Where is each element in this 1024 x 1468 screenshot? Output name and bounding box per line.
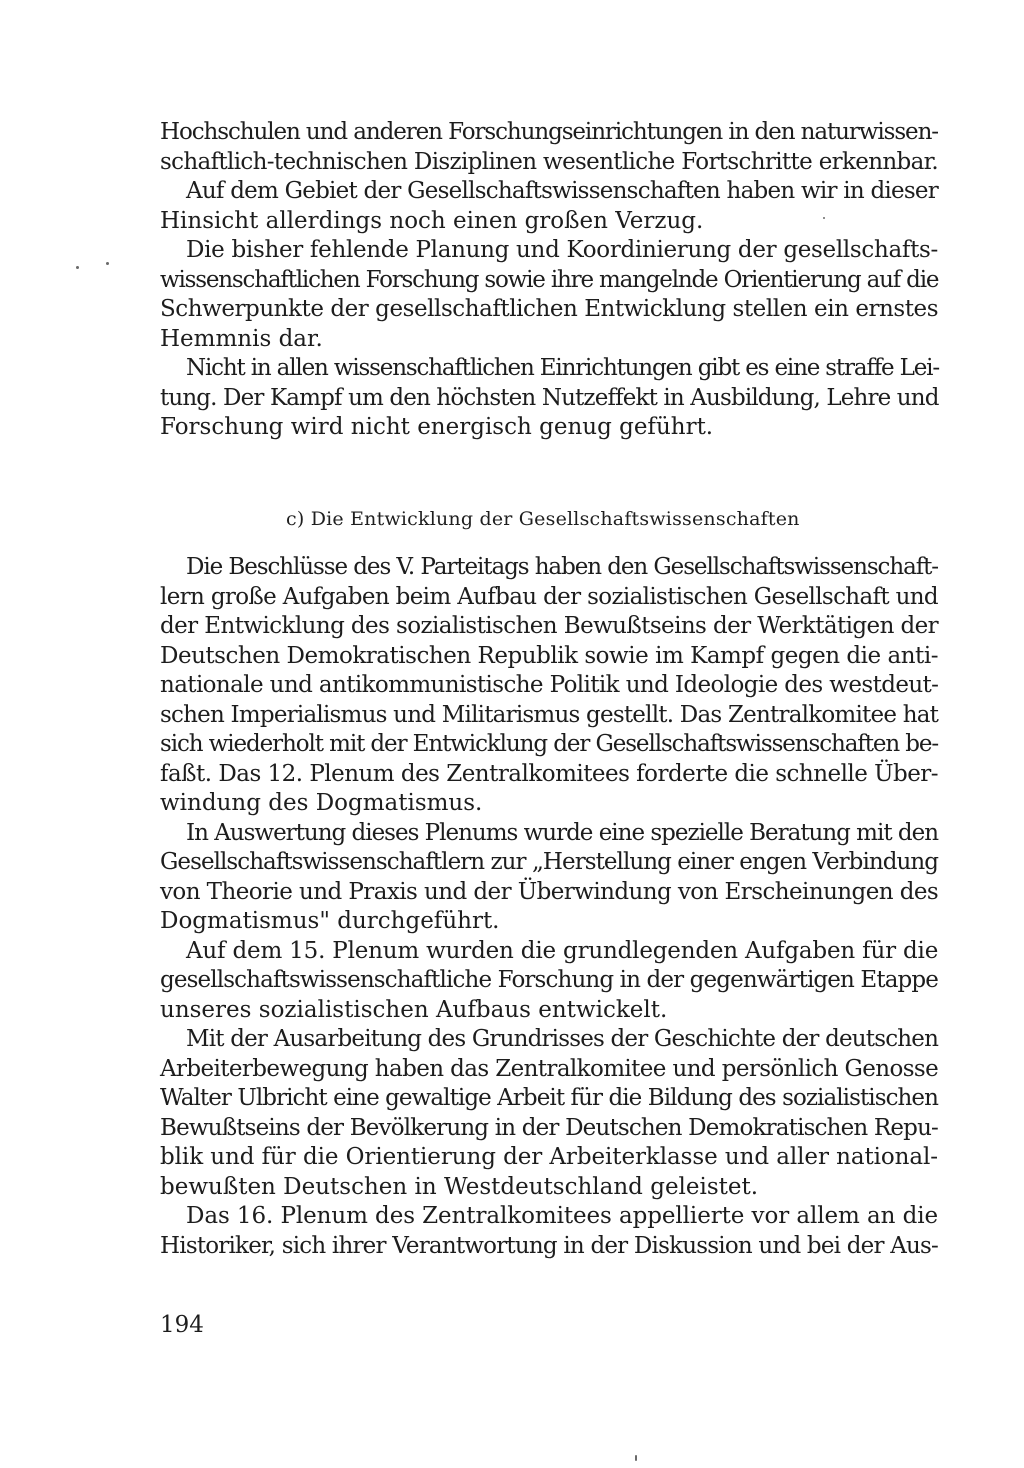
- text-line: gesellschaftswissenschaftliche Forschung in der gegenwärtigen Etappe: [160, 967, 938, 993]
- text-line: nationale und antikommunistische Politik und Ideologie des westdeut-: [160, 672, 939, 698]
- text-line: Die bisher fehlende Planung und Koordinierung der gesellschafts-: [186, 237, 938, 263]
- text-line: Hinsicht allerdings noch einen großen Verzug.: [160, 207, 704, 234]
- text-line: von Theorie und Praxis und der Überwindung von Erscheinungen des: [160, 878, 939, 905]
- text-line: unseres sozialistischen Aufbaus entwickelt.: [160, 996, 668, 1023]
- text-line: Mit der Ausarbeitung des Grundrisses der Geschichte der deutschen: [186, 1026, 939, 1052]
- text-line: Nicht in allen wissenschaftlichen Einrichtungen gibt es eine straffe Lei-: [186, 355, 939, 381]
- paragraph: [160, 819, 938, 937]
- text-line: Schwerpunkte der gesellschaftlichen Entwicklung stellen ein ernstes: [160, 296, 939, 322]
- text-line: Gesellschaftswissenschaftlern zur „Herstellung einer engen Verbindung: [160, 849, 938, 875]
- text-line: faßt. Das 12. Plenum des Zentralkomitees forderte die schnelle Über-: [160, 760, 939, 787]
- text-line: der Entwicklung des sozialistischen Bewußtseins der Werktätigen der: [160, 613, 939, 639]
- paragraph: [160, 177, 938, 236]
- text-line: schen Imperialismus und Militarismus gestellt. Das Zentralkomitee hat: [160, 701, 939, 728]
- page-number: 194: [160, 1312, 204, 1338]
- text-line: windung des Dogmatismus.: [160, 790, 483, 816]
- text-block-top: [160, 118, 938, 443]
- text-line: blik und für die Orientierung der Arbeiterklasse und aller national-: [160, 1144, 938, 1170]
- text-line: Auf dem 15. Plenum wurden die grundlegenden Aufgaben für die: [186, 937, 939, 964]
- paragraph: [160, 1202, 938, 1261]
- paragraph: [160, 354, 938, 443]
- text-line: Dogmatismus" durchgeführt.: [160, 908, 500, 934]
- text-line: lern große Aufgaben beim Aufbau der sozialistischen Gesellschaft und: [160, 583, 938, 610]
- paragraph: [160, 937, 938, 1026]
- text-line: Walter Ulbricht eine gewaltige Arbeit für die Bildung des sozialistischen: [160, 1085, 938, 1111]
- text-line: Forschung wird nicht energisch genug geführt.: [160, 414, 714, 440]
- text-line: Hochschulen und anderen Forschungseinrichtungen in den naturwissen-: [160, 119, 938, 145]
- text-line: Deutschen Demokratischen Republik sowie im Kampf gegen die anti-: [160, 642, 938, 669]
- text-line: Arbeiterbewegung haben das Zentralkomitee und persönlich Genosse: [160, 1055, 939, 1082]
- scan-speck: [76, 266, 79, 269]
- paragraph: [160, 1025, 938, 1202]
- text-line: wissenschaftlichen Forschung sowie ihre mangelnde Orientierung auf die: [160, 266, 939, 293]
- text-line: sich wiederholt mit der Entwicklung der Gesellschaftswissenschaften be-: [160, 731, 939, 757]
- paragraph: [160, 553, 938, 819]
- paragraph: [160, 236, 938, 354]
- text-line: bewußten Deutschen in Westdeutschland geleistet.: [160, 1173, 759, 1200]
- text-line: Das 16. Plenum des Zentralkomitees appellierte vor allem an die: [186, 1203, 938, 1229]
- scan-speck: [106, 262, 109, 265]
- scan-speck: [823, 217, 825, 219]
- text-line: schaftlich-technischen Disziplinen wesentliche Fortschritte erkennbar.: [160, 148, 939, 175]
- text-line: Hemmnis dar.: [160, 325, 323, 352]
- section-heading: c) Die Entwicklung der Gesellschaftswissenschaften: [286, 508, 800, 530]
- text-line: tung. Der Kampf um den höchsten Nutzeffekt in Ausbildung, Lehre und: [160, 384, 939, 411]
- text-line: Auf dem Gebiet der Gesellschaftswissenschaften haben wir in dieser: [186, 178, 938, 204]
- text-line: Bewußtseins der Bevölkerung in der Deutschen Demokratischen Repu-: [160, 1114, 938, 1141]
- paragraph: [160, 118, 938, 177]
- text-line: Die Beschlüsse des V. Parteitags haben den Gesellschaftswissenschaft-: [186, 554, 938, 580]
- scan-speck: [635, 1455, 637, 1461]
- text-line: Historiker, sich ihrer Verantwortung in der Diskussion und bei der Aus-: [160, 1232, 938, 1259]
- text-block-bottom: [160, 553, 938, 1261]
- text-line: In Auswertung dieses Plenums wurde eine spezielle Beratung mit den: [186, 819, 938, 846]
